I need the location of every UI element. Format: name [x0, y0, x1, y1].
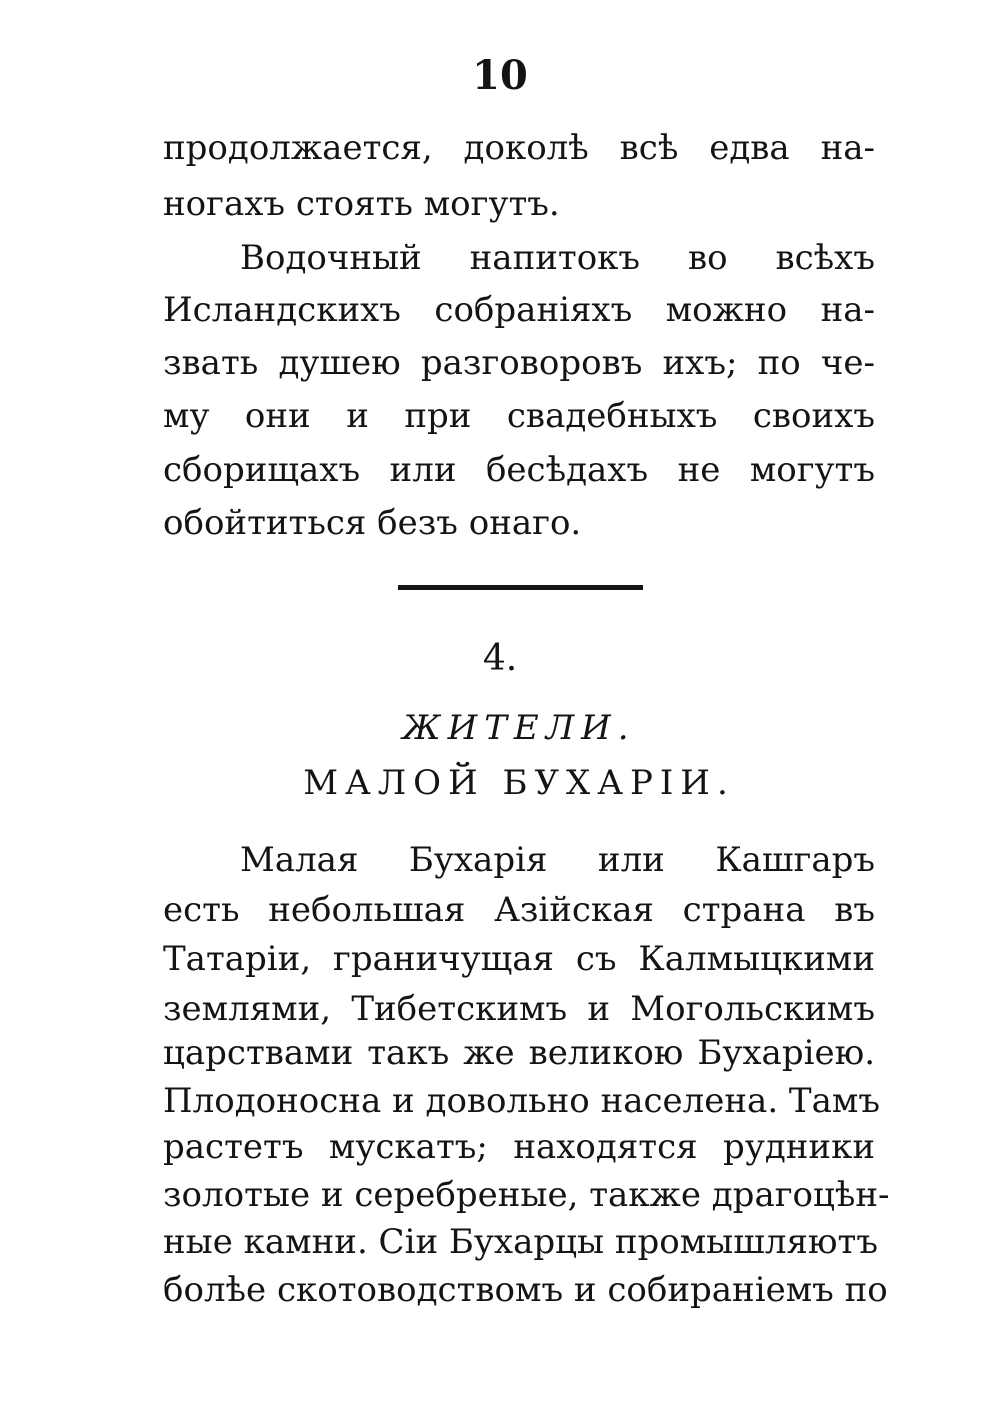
paragraph-line: обойтиться безъ онаго.: [163, 503, 582, 543]
paragraph-line: продолжается, доколѣ всѣ едва на-: [163, 128, 875, 168]
paragraph-line: золотые и серебреные, также драгоцѣн-: [163, 1175, 890, 1215]
paragraph-line: ногахъ стоять могутъ.: [163, 184, 560, 224]
paragraph-line: Плодоносна и довольно населена. Тамъ: [163, 1081, 880, 1121]
paragraph-line: Водочный напитокъ во всѣхъ: [240, 238, 875, 278]
paragraph-line: царствами такъ же великою Бухаріею.: [163, 1033, 875, 1073]
section-number: 4.: [482, 638, 518, 679]
paragraph-line: растетъ мускатъ; находятся рудники: [163, 1127, 875, 1167]
paragraph-line: му они и при свадебныхъ своихъ: [163, 396, 875, 436]
section-subheading: МАЛОЙ БУХАРІИ.: [303, 763, 735, 803]
page-number: 10: [472, 52, 528, 99]
section-heading: ЖИТЕЛИ.: [402, 708, 636, 748]
paragraph-line: землями, Тибетскимъ и Могольскимъ: [163, 989, 875, 1029]
section-divider: [398, 585, 643, 590]
paragraph-line: ные камни. Сіи Бухарцы промышляютъ: [163, 1222, 878, 1262]
paragraph-line: есть небольшая Азійская страна въ: [163, 890, 875, 930]
paragraph-line: Татаріи, граничущая съ Калмыцкими: [163, 939, 875, 979]
paragraph-line: сборищахъ или бесѣдахъ не могутъ: [163, 450, 875, 490]
paragraph-line: Малая Бухарія или Кашгаръ: [240, 840, 875, 880]
paragraph-line: звать душею разговоровъ ихъ; по че-: [163, 343, 875, 383]
paragraph-line: Исландскихъ собраніяхъ можно на-: [163, 290, 875, 330]
paragraph-line: болѣе скотоводствомъ и собираніемъ по: [163, 1270, 888, 1310]
